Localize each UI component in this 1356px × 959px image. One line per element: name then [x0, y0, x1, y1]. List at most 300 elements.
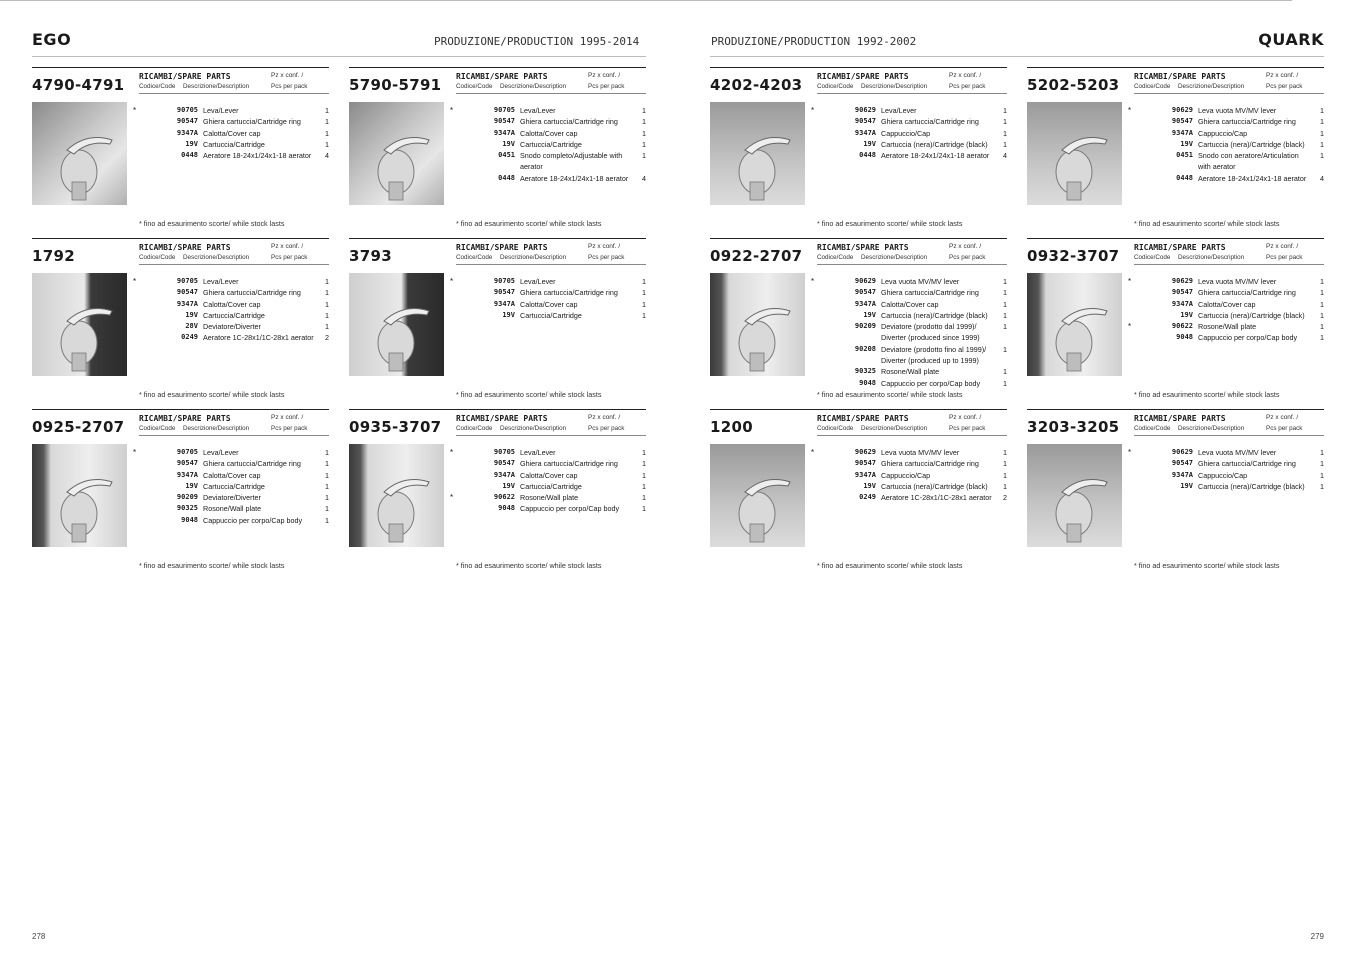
part-code: 28V	[185, 322, 198, 331]
part-row	[810, 492, 1007, 503]
part-quantity: 1	[1320, 117, 1324, 127]
part-row	[132, 481, 329, 492]
part-description: Leva vuota MV/MV lever	[881, 277, 960, 286]
part-code: 9347A	[854, 128, 876, 137]
part-quantity: 1	[1003, 117, 1007, 127]
part-row	[449, 492, 646, 503]
product-code: 0925-2707	[32, 418, 125, 436]
part-code: 9347A	[176, 470, 198, 479]
part-row	[810, 128, 1007, 139]
part-code: 90208	[854, 344, 876, 353]
part-code: 90209	[176, 493, 198, 502]
pieces-label: Pz x conf. /	[271, 243, 304, 250]
product-code: 1200	[710, 418, 753, 436]
spare-parts-title: RICAMBI/SPARE PARTS	[1134, 243, 1226, 252]
part-quantity: 1	[1320, 106, 1324, 115]
part-code: 19V	[1180, 139, 1193, 148]
part-code: 9048	[1176, 333, 1193, 342]
stock-note: * fino ad esaurimento scorte/ while stock lasts	[456, 219, 602, 228]
part-description: Cappuccio per corpo/Cap body	[203, 515, 303, 525]
part-row	[449, 287, 646, 298]
part-quantity: 1	[325, 117, 329, 127]
part-description: Leva vuota MV/MV lever	[1198, 106, 1277, 115]
part-description: Cappuccio per corpo/Cap body	[1198, 333, 1298, 343]
part-quantity: 1	[1320, 310, 1324, 320]
part-description: Calotta/Cover cap	[1198, 299, 1256, 309]
part-description: Rosone/Wall plate	[203, 504, 262, 514]
part-row	[810, 150, 1007, 161]
column-headers	[139, 254, 329, 261]
part-description: Ghiera cartuccia/Cartridge ring	[881, 459, 979, 469]
part-quantity: 1	[325, 481, 329, 491]
part-quantity: 1	[642, 151, 646, 161]
part-row	[1127, 128, 1324, 139]
part-row	[132, 105, 329, 116]
parts-list	[449, 276, 646, 321]
part-description: Cartuccia/Cartridge	[520, 310, 582, 320]
part-description: Ghiera cartuccia/Cartridge ring	[203, 459, 301, 469]
part-description: Leva vuota MV/MV lever	[881, 448, 960, 457]
product-code: 1792	[32, 247, 75, 265]
part-code: 90547	[176, 459, 198, 468]
table-divider	[456, 93, 646, 94]
part-code: 90547	[854, 459, 876, 468]
stock-asterisk: *	[450, 448, 454, 457]
part-row	[1127, 470, 1324, 481]
stock-note: * fino ad esaurimento scorte/ while stock lasts	[456, 561, 602, 570]
part-quantity: 1	[1320, 299, 1324, 309]
part-quantity: 1	[1003, 288, 1007, 298]
part-row	[449, 299, 646, 310]
part-row	[810, 299, 1007, 310]
part-quantity: 1	[1320, 139, 1324, 149]
part-description: Ghiera cartuccia/Cartridge ring	[203, 117, 301, 127]
part-code: 9347A	[854, 470, 876, 479]
part-row	[449, 310, 646, 321]
part-description: Leva vuota MV/MV lever	[1198, 448, 1277, 457]
part-row	[1127, 321, 1324, 332]
part-quantity: 1	[325, 459, 329, 469]
product-block	[1027, 238, 1324, 404]
part-quantity: 4	[1003, 151, 1007, 161]
part-code: 90629	[1171, 277, 1193, 285]
part-code: 90325	[176, 504, 198, 513]
part-quantity: 1	[642, 481, 646, 491]
part-quantity: 1	[642, 288, 646, 298]
parts-list	[449, 447, 646, 515]
product-block	[1027, 409, 1324, 575]
table-divider	[456, 435, 646, 436]
part-row	[132, 116, 329, 127]
part-quantity: 1	[1320, 333, 1324, 343]
page-number-right: 279	[1310, 932, 1324, 941]
part-quantity: 1	[325, 288, 329, 298]
part-description: Cappuccio per corpo/Cap body	[881, 378, 981, 388]
part-quantity: 1	[642, 117, 646, 127]
part-code: 90209	[854, 322, 876, 331]
part-code: 19V	[185, 481, 198, 490]
column-description: Descrizione/Description	[500, 83, 567, 90]
part-quantity: 1	[642, 299, 646, 309]
part-description: Deviatore (prodotto fino al 1999)/ Diverter (produced up to 1999)	[881, 344, 987, 366]
part-quantity: 1	[1320, 470, 1324, 480]
part-quantity: 1	[325, 493, 329, 503]
pieces-label: Pz x conf. /	[949, 72, 982, 79]
part-code: 90622	[1171, 322, 1193, 331]
product-photo	[710, 273, 805, 376]
part-code: 9347A	[176, 299, 198, 308]
part-code: 9347A	[854, 299, 876, 308]
part-description: Cappuccio/Cap	[1198, 470, 1248, 480]
product-block	[349, 238, 646, 404]
part-quantity: 1	[325, 277, 329, 286]
product-block	[32, 238, 329, 404]
part-row	[449, 458, 646, 469]
part-code: 19V	[185, 310, 198, 319]
spare-parts-title: RICAMBI/SPARE PARTS	[139, 414, 231, 423]
part-code: 90547	[493, 288, 515, 297]
stock-asterisk: *	[811, 106, 815, 115]
part-row	[449, 447, 646, 458]
pieces-label: Pz x conf. /	[588, 414, 621, 421]
product-code: 4202-4203	[710, 76, 803, 94]
part-code: 90547	[854, 288, 876, 297]
part-code: 0249	[859, 493, 876, 502]
part-code: 19V	[185, 139, 198, 148]
part-row	[449, 173, 646, 184]
spare-parts-title: RICAMBI/SPARE PARTS	[139, 72, 231, 81]
product-photo	[710, 102, 805, 205]
part-description: Cartuccia/Cartridge	[203, 310, 265, 320]
part-code: 19V	[863, 481, 876, 490]
product-photo	[32, 273, 127, 376]
part-quantity: 1	[325, 299, 329, 309]
part-quantity: 1	[1320, 448, 1324, 457]
part-row	[132, 470, 329, 481]
spare-parts-title: RICAMBI/SPARE PARTS	[1134, 414, 1226, 423]
column-code: Codice/Code	[139, 254, 176, 261]
part-description: Leva/Lever	[203, 106, 239, 115]
part-description: Ghiera cartuccia/Cartridge ring	[1198, 288, 1296, 298]
parts-list	[1127, 276, 1324, 344]
part-code: 90325	[854, 367, 876, 376]
product-block	[349, 409, 646, 575]
part-row	[132, 447, 329, 458]
part-quantity: 4	[325, 151, 329, 161]
column-description: Descrizione/Description	[500, 425, 567, 432]
part-code: 90547	[854, 117, 876, 126]
part-row	[1127, 150, 1324, 173]
product-block	[710, 238, 1007, 404]
part-row	[132, 503, 329, 514]
part-row	[132, 128, 329, 139]
part-row	[1127, 458, 1324, 469]
part-code: 0448	[859, 151, 876, 160]
stock-note: * fino ad esaurimento scorte/ while stock lasts	[817, 390, 963, 399]
pieces-label: Pz x conf. /	[949, 414, 982, 421]
part-row	[132, 150, 329, 161]
product-photo	[32, 102, 127, 205]
part-description: Deviatore/Diverter	[203, 493, 261, 503]
stock-asterisk: *	[1128, 322, 1132, 332]
part-description: Leva/Lever	[520, 448, 556, 457]
column-code: Codice/Code	[817, 254, 854, 261]
part-code: 90705	[493, 277, 515, 285]
part-quantity: 1	[1320, 459, 1324, 469]
column-code: Codice/Code	[817, 425, 854, 432]
part-quantity: 1	[1003, 367, 1007, 377]
part-code: 9048	[498, 504, 515, 513]
part-row	[449, 105, 646, 116]
part-row	[1127, 139, 1324, 150]
part-code: 0448	[498, 173, 515, 182]
part-quantity: 1	[642, 139, 646, 149]
part-description: Leva vuota MV/MV lever	[1198, 277, 1277, 286]
part-quantity: 1	[325, 470, 329, 480]
part-description: Ghiera cartuccia/Cartridge ring	[203, 288, 301, 298]
part-description: Leva/Lever	[881, 106, 917, 115]
part-code: 90629	[1171, 448, 1193, 456]
spare-parts-title: RICAMBI/SPARE PARTS	[817, 414, 909, 423]
part-code: 9347A	[493, 299, 515, 308]
part-code: 19V	[1180, 310, 1193, 319]
part-row	[810, 470, 1007, 481]
column-code: Codice/Code	[1134, 425, 1171, 432]
part-description: Deviatore/Diverter	[203, 322, 261, 332]
part-description: Calotta/Cover cap	[881, 299, 939, 309]
column-pcs: Pcs per pack	[271, 83, 308, 90]
part-quantity: 1	[642, 106, 646, 115]
stock-note: * fino ad esaurimento scorte/ while stock lasts	[817, 561, 963, 570]
stock-note: * fino ad esaurimento scorte/ while stock lasts	[139, 561, 285, 570]
part-code: 9347A	[493, 470, 515, 479]
part-quantity: 1	[1003, 310, 1007, 320]
part-description: Ghiera cartuccia/Cartridge ring	[881, 117, 979, 127]
footer-divider	[0, 0, 1292, 1]
part-description: Aeratore 18-24x1/24x1-18 aerator	[520, 173, 629, 183]
column-headers	[1134, 83, 1324, 90]
part-description: Snodo completo/Adjustable with aerator	[520, 151, 623, 172]
table-divider	[817, 435, 1007, 436]
part-code: 0451	[498, 151, 515, 160]
part-quantity: 1	[1003, 459, 1007, 469]
product-code: 5202-5203	[1027, 76, 1120, 94]
part-description: Aeratore 18-24x1/24x1-18 aerator	[1198, 173, 1307, 183]
part-code: 9048	[181, 515, 198, 524]
product-code: 5790-5791	[349, 76, 442, 94]
part-row	[449, 481, 646, 492]
spare-parts-title: RICAMBI/SPARE PARTS	[456, 72, 548, 81]
product-photo	[349, 273, 444, 376]
column-code: Codice/Code	[456, 425, 493, 432]
product-code: 0935-3707	[349, 418, 442, 436]
part-row	[1127, 105, 1324, 116]
part-quantity: 1	[642, 470, 646, 480]
part-row	[810, 116, 1007, 127]
column-description: Descrizione/Description	[861, 254, 928, 261]
part-row	[810, 321, 1007, 344]
stock-asterisk: *	[1128, 277, 1132, 286]
stock-note: * fino ad esaurimento scorte/ while stock lasts	[817, 219, 963, 228]
pieces-label: Pz x conf. /	[949, 243, 982, 250]
part-description: Snodo con aeratore/Articulation with aerator	[1198, 151, 1299, 172]
part-code: 90705	[493, 448, 515, 456]
part-quantity: 1	[325, 322, 329, 332]
part-description: Cartuccia (nera)/Cartridge (black)	[881, 139, 988, 149]
spare-parts-title: RICAMBI/SPARE PARTS	[817, 72, 909, 81]
part-row	[449, 139, 646, 150]
product-block	[32, 409, 329, 575]
part-row	[810, 310, 1007, 321]
column-pcs: Pcs per pack	[588, 83, 625, 90]
part-code: 90547	[176, 117, 198, 126]
column-code: Codice/Code	[1134, 83, 1171, 90]
parts-list	[132, 276, 329, 344]
pieces-label: Pz x conf. /	[1266, 72, 1299, 79]
part-quantity: 1	[1320, 481, 1324, 491]
part-quantity: 1	[642, 459, 646, 469]
part-code: 90629	[854, 106, 876, 114]
part-row	[449, 276, 646, 287]
part-description: Aeratore 18-24x1/24x1-18 aerator	[203, 151, 312, 161]
part-quantity: 1	[1003, 106, 1007, 115]
product-code: 4790-4791	[32, 76, 125, 94]
stock-asterisk: *	[450, 493, 454, 503]
spare-parts-title: RICAMBI/SPARE PARTS	[817, 243, 909, 252]
part-quantity: 1	[325, 504, 329, 514]
part-quantity: 1	[1003, 481, 1007, 491]
part-code: 90547	[1171, 459, 1193, 468]
part-row	[810, 366, 1007, 377]
part-description: Aeratore 1C-28x1/1C-28x1 aerator	[203, 333, 314, 343]
table-divider	[1134, 435, 1324, 436]
product-block	[32, 67, 329, 233]
table-divider	[456, 264, 646, 265]
parts-list	[132, 447, 329, 526]
part-row	[132, 299, 329, 310]
product-photo	[349, 102, 444, 205]
part-code: 90547	[493, 117, 515, 126]
column-headers	[456, 254, 646, 261]
column-pcs: Pcs per pack	[1266, 425, 1303, 432]
part-description: Aeratore 1C-28x1/1C-28x1 aerator	[881, 493, 992, 503]
table-divider	[139, 264, 329, 265]
table-divider	[139, 435, 329, 436]
part-quantity: 1	[1003, 448, 1007, 457]
part-quantity: 1	[325, 106, 329, 115]
product-photo	[32, 444, 127, 547]
part-description: Ghiera cartuccia/Cartridge ring	[520, 117, 618, 127]
spare-parts-title: RICAMBI/SPARE PARTS	[456, 414, 548, 423]
part-row	[810, 276, 1007, 287]
product-block	[710, 409, 1007, 575]
parts-list	[1127, 105, 1324, 184]
part-description: Ghiera cartuccia/Cartridge ring	[1198, 117, 1296, 127]
part-quantity: 1	[1003, 299, 1007, 309]
part-row	[132, 310, 329, 321]
part-code: 0448	[181, 151, 198, 160]
part-row	[1127, 332, 1324, 343]
column-description: Descrizione/Description	[183, 83, 250, 90]
product-code: 3793	[349, 247, 392, 265]
product-block	[710, 67, 1007, 233]
table-divider	[817, 264, 1007, 265]
column-headers	[817, 83, 1007, 90]
part-quantity: 1	[642, 128, 646, 138]
part-code: 19V	[502, 481, 515, 490]
column-pcs: Pcs per pack	[271, 254, 308, 261]
part-row	[810, 458, 1007, 469]
part-description: Leva/Lever	[520, 277, 556, 286]
stock-asterisk: *	[811, 448, 815, 457]
table-divider	[1134, 264, 1324, 265]
stock-asterisk: *	[450, 106, 454, 115]
part-row	[449, 470, 646, 481]
column-description: Descrizione/Description	[183, 254, 250, 261]
part-description: Leva/Lever	[520, 106, 556, 115]
stock-note: * fino ad esaurimento scorte/ while stock lasts	[1134, 219, 1280, 228]
column-code: Codice/Code	[139, 83, 176, 90]
stock-note: * fino ad esaurimento scorte/ while stock lasts	[1134, 390, 1280, 399]
part-quantity: 1	[325, 128, 329, 138]
part-row	[1127, 481, 1324, 492]
spare-parts-title: RICAMBI/SPARE PARTS	[1134, 72, 1226, 81]
column-pcs: Pcs per pack	[1266, 254, 1303, 261]
part-code: 19V	[1180, 481, 1193, 490]
part-row	[449, 128, 646, 139]
pieces-label: Pz x conf. /	[271, 414, 304, 421]
part-description: Cartuccia/Cartridge	[203, 481, 265, 491]
table-divider	[1134, 93, 1324, 94]
part-quantity: 1	[642, 277, 646, 286]
part-code: 9347A	[493, 128, 515, 137]
part-description: Calotta/Cover cap	[520, 299, 578, 309]
stock-asterisk: *	[133, 277, 137, 286]
part-row	[810, 447, 1007, 458]
part-description: Aeratore 18-24x1/24x1-18 aerator	[881, 151, 990, 161]
part-quantity: 1	[642, 310, 646, 320]
part-quantity: 1	[325, 310, 329, 320]
parts-list	[810, 447, 1007, 503]
column-pcs: Pcs per pack	[588, 254, 625, 261]
stock-asterisk: *	[811, 277, 815, 286]
column-code: Codice/Code	[456, 83, 493, 90]
part-description: Rosone/Wall plate	[881, 367, 940, 377]
table-divider	[817, 93, 1007, 94]
part-row	[810, 287, 1007, 298]
part-quantity: 1	[1003, 128, 1007, 138]
column-headers	[1134, 254, 1324, 261]
part-row	[132, 492, 329, 503]
part-description: Deviatore (prodotto dal 1999)/ Diverter (produced since 1999)	[881, 322, 980, 343]
part-row	[132, 321, 329, 332]
part-description: Cartuccia/Cartridge	[203, 139, 265, 149]
column-headers	[456, 425, 646, 432]
stock-note: * fino ad esaurimento scorte/ while stock lasts	[139, 219, 285, 228]
part-code: 9347A	[176, 128, 198, 137]
part-code: 9347A	[1171, 470, 1193, 479]
part-description: Cappuccio/Cap	[881, 470, 931, 480]
part-row	[1127, 116, 1324, 127]
part-quantity: 1	[1003, 322, 1007, 332]
part-code: 90547	[493, 459, 515, 468]
product-photo	[710, 444, 805, 547]
column-headers	[1134, 425, 1324, 432]
part-code: 0448	[1176, 173, 1193, 182]
part-code: 90705	[176, 448, 198, 456]
part-description: Leva/Lever	[203, 448, 239, 457]
part-quantity: 1	[1003, 277, 1007, 286]
